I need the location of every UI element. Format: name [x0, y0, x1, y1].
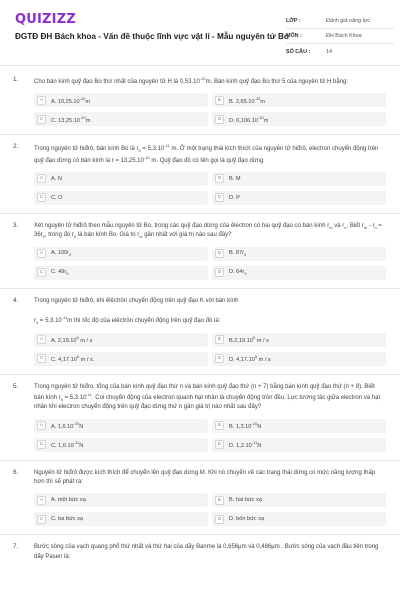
answer-option-a[interactable]	[34, 333, 208, 347]
meta-row-subject	[286, 29, 394, 44]
option-letter-box: B	[215, 421, 224, 430]
option-letter-box: D	[215, 354, 224, 363]
option-text: D. $1,2.10^{-11}N$	[229, 440, 262, 450]
option-letter-box: C	[37, 193, 46, 202]
answer-option-c[interactable]	[34, 112, 208, 126]
option-text: B. hai bức xạ	[229, 497, 262, 504]
option-letter-box: B	[215, 335, 224, 344]
option-text: B. M	[229, 175, 241, 182]
option-letter-box: D	[215, 268, 224, 277]
question-number: 6.	[13, 468, 19, 476]
answer-option-c[interactable]	[34, 352, 208, 366]
worksheet-meta	[286, 14, 394, 59]
question-1	[0, 76, 400, 126]
meta-value: Đánh giá năng lực	[326, 18, 371, 24]
question-divider	[0, 288, 400, 289]
question-5	[0, 383, 400, 452]
answer-option-b[interactable]	[212, 247, 386, 261]
question-text: Xét nguyên tử hiđrô theo mẫu nguyên tử Bo, trong các quỹ đạo dừng của êlectron có hai quỹ đạo có bán kính $r_m$ và $r_n$. Biết $r_m - r_n = 36r_0$, trong đó $r_0$ là bán kính Bo. Giá trị $r_m$ gần nhất với giá trị nào sau đây?	[34, 222, 382, 240]
question-divider	[0, 374, 400, 375]
answer-option-b[interactable]	[212, 493, 386, 507]
option-letter-box: C	[37, 115, 46, 124]
answer-options	[34, 93, 384, 126]
answer-option-a[interactable]	[34, 493, 208, 507]
meta-row-count	[286, 44, 394, 59]
question-number: 1.	[13, 76, 19, 83]
question-number: 7.	[13, 543, 19, 551]
question-text: Bước sóng của vạch quang phổ thứ nhất và thứ hai của dãy Banme là 0,656μm và 0,486μm . Bước sóng của vạch đầu tiên trong dãy Pasen là:	[34, 544, 379, 560]
option-text: B. $1,3.10^{-10}N$	[229, 421, 262, 431]
answer-option-d[interactable]	[212, 266, 386, 280]
question-divider	[0, 213, 400, 214]
meta-key: MÔN :	[286, 33, 302, 39]
answer-option-a[interactable]	[34, 419, 208, 433]
option-letter-box: B	[215, 496, 224, 505]
question-text: Trong nguyên tử hiđro, tổng của bán kính quỹ đạo thứ n và bán kính quỹ đạo thứ (n + 7) bằng bán kính quỹ đạo thứ (n + 8). Biết bán kính $r_0 = 5,3.10^{-11}$. Coi chuyển động của electron quanh hạt nhân là chuyển động tròn đều. Lực tương tác giữa electron và hạt nhân khi electron chuyển động trên quỹ đạo dừng thứ n gần giá trị nào nhất sau đây?	[34, 383, 381, 411]
question-4	[0, 297, 400, 366]
meta-value: 14	[326, 48, 332, 55]
option-text: A. $100r_0$	[51, 250, 72, 258]
option-text: A. 2,19.10$^6$ m / s	[51, 335, 93, 345]
question-text: Trong nguyên tử hiđrô, bán kính Bo là $r_0 = 5,3.10^{-11}$ m. Ở một trạng thái kích thích của nguyên tử hiđrô, electron chuyển động trên quỹ đạo dừng có bán kính là $r = 13,25.10^{-10}$ m. Quỹ đạo đó có tên gọi là quỹ đạo dừng	[34, 143, 379, 164]
answer-option-d[interactable]	[212, 352, 386, 366]
answer-option-d[interactable]	[212, 191, 386, 205]
meta-key: LỚP :	[286, 18, 301, 24]
option-letter-box: B	[215, 174, 224, 183]
option-text: C. 4,17.10$^6$ m / s.	[51, 354, 95, 364]
option-text: B.2,19.10$^5$ m / s	[229, 335, 269, 345]
option-text: B. $2,65.10^{-10}m$	[229, 95, 265, 105]
option-text: B. $87r_0$	[229, 250, 247, 258]
question-number: 4.	[13, 296, 19, 304]
option-letter-box: D	[215, 515, 224, 524]
option-letter-box: B	[215, 96, 224, 105]
question-divider	[0, 460, 400, 461]
option-letter-box: A	[37, 249, 46, 258]
worksheet-header	[0, 0, 400, 66]
option-letter-box: C	[37, 354, 46, 363]
quizizz-logo[interactable]: QUIZIZZ	[15, 12, 76, 27]
option-letter-box: B	[215, 249, 224, 258]
option-text: A. $1,6.10^{-10}N$	[51, 421, 84, 431]
question-text: Trong nguyên tử hiđrô, khi êlêctrôn chuyển động trên quỹ đạo K với bán kính $r_0 = 5,3.10^{-11}m$ thì tốc độ của elêctrôn chuyển động trên quỹ đạo đó là:	[34, 297, 239, 326]
answer-option-c[interactable]	[34, 438, 208, 452]
answer-options	[34, 493, 384, 526]
option-text: C. O	[51, 194, 63, 201]
answer-option-c[interactable]	[34, 266, 208, 280]
question-text: Nguyên tử hiđrô được kích thích để chuyển lên quỹ đạo dừng M. Khi nó chuyển về các trạng thái dừng có mức năng lượng thấp hơn thì sẽ phát ra:	[34, 469, 376, 485]
answer-option-d[interactable]	[212, 438, 386, 452]
answer-option-d[interactable]	[212, 512, 386, 526]
option-text: A. một bức xạ	[51, 497, 86, 504]
option-text: A. N	[51, 175, 62, 182]
option-text: D. $64r_0$	[229, 269, 247, 277]
option-letter-box: A	[37, 335, 46, 344]
option-text: C. $13,25.10^{-10}m$	[51, 114, 91, 124]
option-letter-box: A	[37, 174, 46, 183]
option-text: D. 4,17.10$^5$ m / s	[229, 354, 271, 364]
option-letter-box: A	[37, 496, 46, 505]
answer-option-b[interactable]	[212, 333, 386, 347]
answer-options	[34, 172, 384, 205]
question-6	[0, 469, 400, 527]
question-list	[0, 76, 400, 562]
question-2	[0, 143, 400, 205]
question-number: 2.	[13, 143, 19, 151]
meta-value: ĐH Bách Khoa	[326, 33, 362, 39]
option-letter-box: C	[37, 268, 46, 277]
question-number: 3.	[13, 221, 19, 229]
question-divider	[0, 534, 400, 535]
option-letter-box: C	[37, 440, 46, 449]
option-letter-box: D	[215, 193, 224, 202]
meta-key: SỐ CÂU :	[286, 48, 311, 55]
option-letter-box: A	[37, 421, 46, 430]
answer-options	[34, 247, 384, 280]
answer-options	[34, 419, 384, 452]
worksheet-title: ĐGTĐ ĐH Bách khoa - Vấn đề thuộc lĩnh vực vật lí - Mẫu nguyên tử Bo	[15, 32, 289, 41]
question-text: Cho bán kính quỹ đạo Bo thứ nhất của nguyên tử H là $0,53.10^{-10}m$. Bán kính quỹ đạo Bo thứ 5 của nguyên tử H bằng:	[34, 76, 349, 85]
meta-row-class	[286, 14, 394, 29]
answer-option-a[interactable]	[34, 93, 208, 107]
answer-option-b[interactable]	[212, 172, 386, 186]
answer-option-b[interactable]	[212, 419, 386, 433]
answer-options	[34, 333, 384, 366]
option-letter-box: D	[215, 115, 224, 124]
answer-option-d[interactable]	[212, 112, 386, 126]
answer-option-a[interactable]	[34, 172, 208, 186]
question-number: 5.	[13, 382, 19, 390]
answer-option-c[interactable]	[34, 191, 208, 205]
option-text: D. $0,106.10^{-10}m$	[229, 114, 269, 124]
question-7	[0, 543, 400, 562]
answer-option-a[interactable]	[34, 247, 208, 261]
option-text: C. ba bức xạ	[51, 516, 84, 523]
option-letter-box: D	[215, 440, 224, 449]
question-divider	[0, 134, 400, 135]
option-text: D. P	[229, 194, 240, 201]
option-text: C. $49r_0$	[51, 269, 69, 277]
answer-option-c[interactable]	[34, 512, 208, 526]
answer-option-b[interactable]	[212, 93, 386, 107]
option-text: A. $10,25.10^{-10}m$	[51, 95, 91, 105]
option-text: C. $1,6.10^{-11}N$	[51, 440, 84, 450]
option-letter-box: A	[37, 96, 46, 105]
option-text: D. bốn bức xạ	[229, 516, 265, 523]
question-3	[0, 222, 400, 280]
option-letter-box: C	[37, 515, 46, 524]
